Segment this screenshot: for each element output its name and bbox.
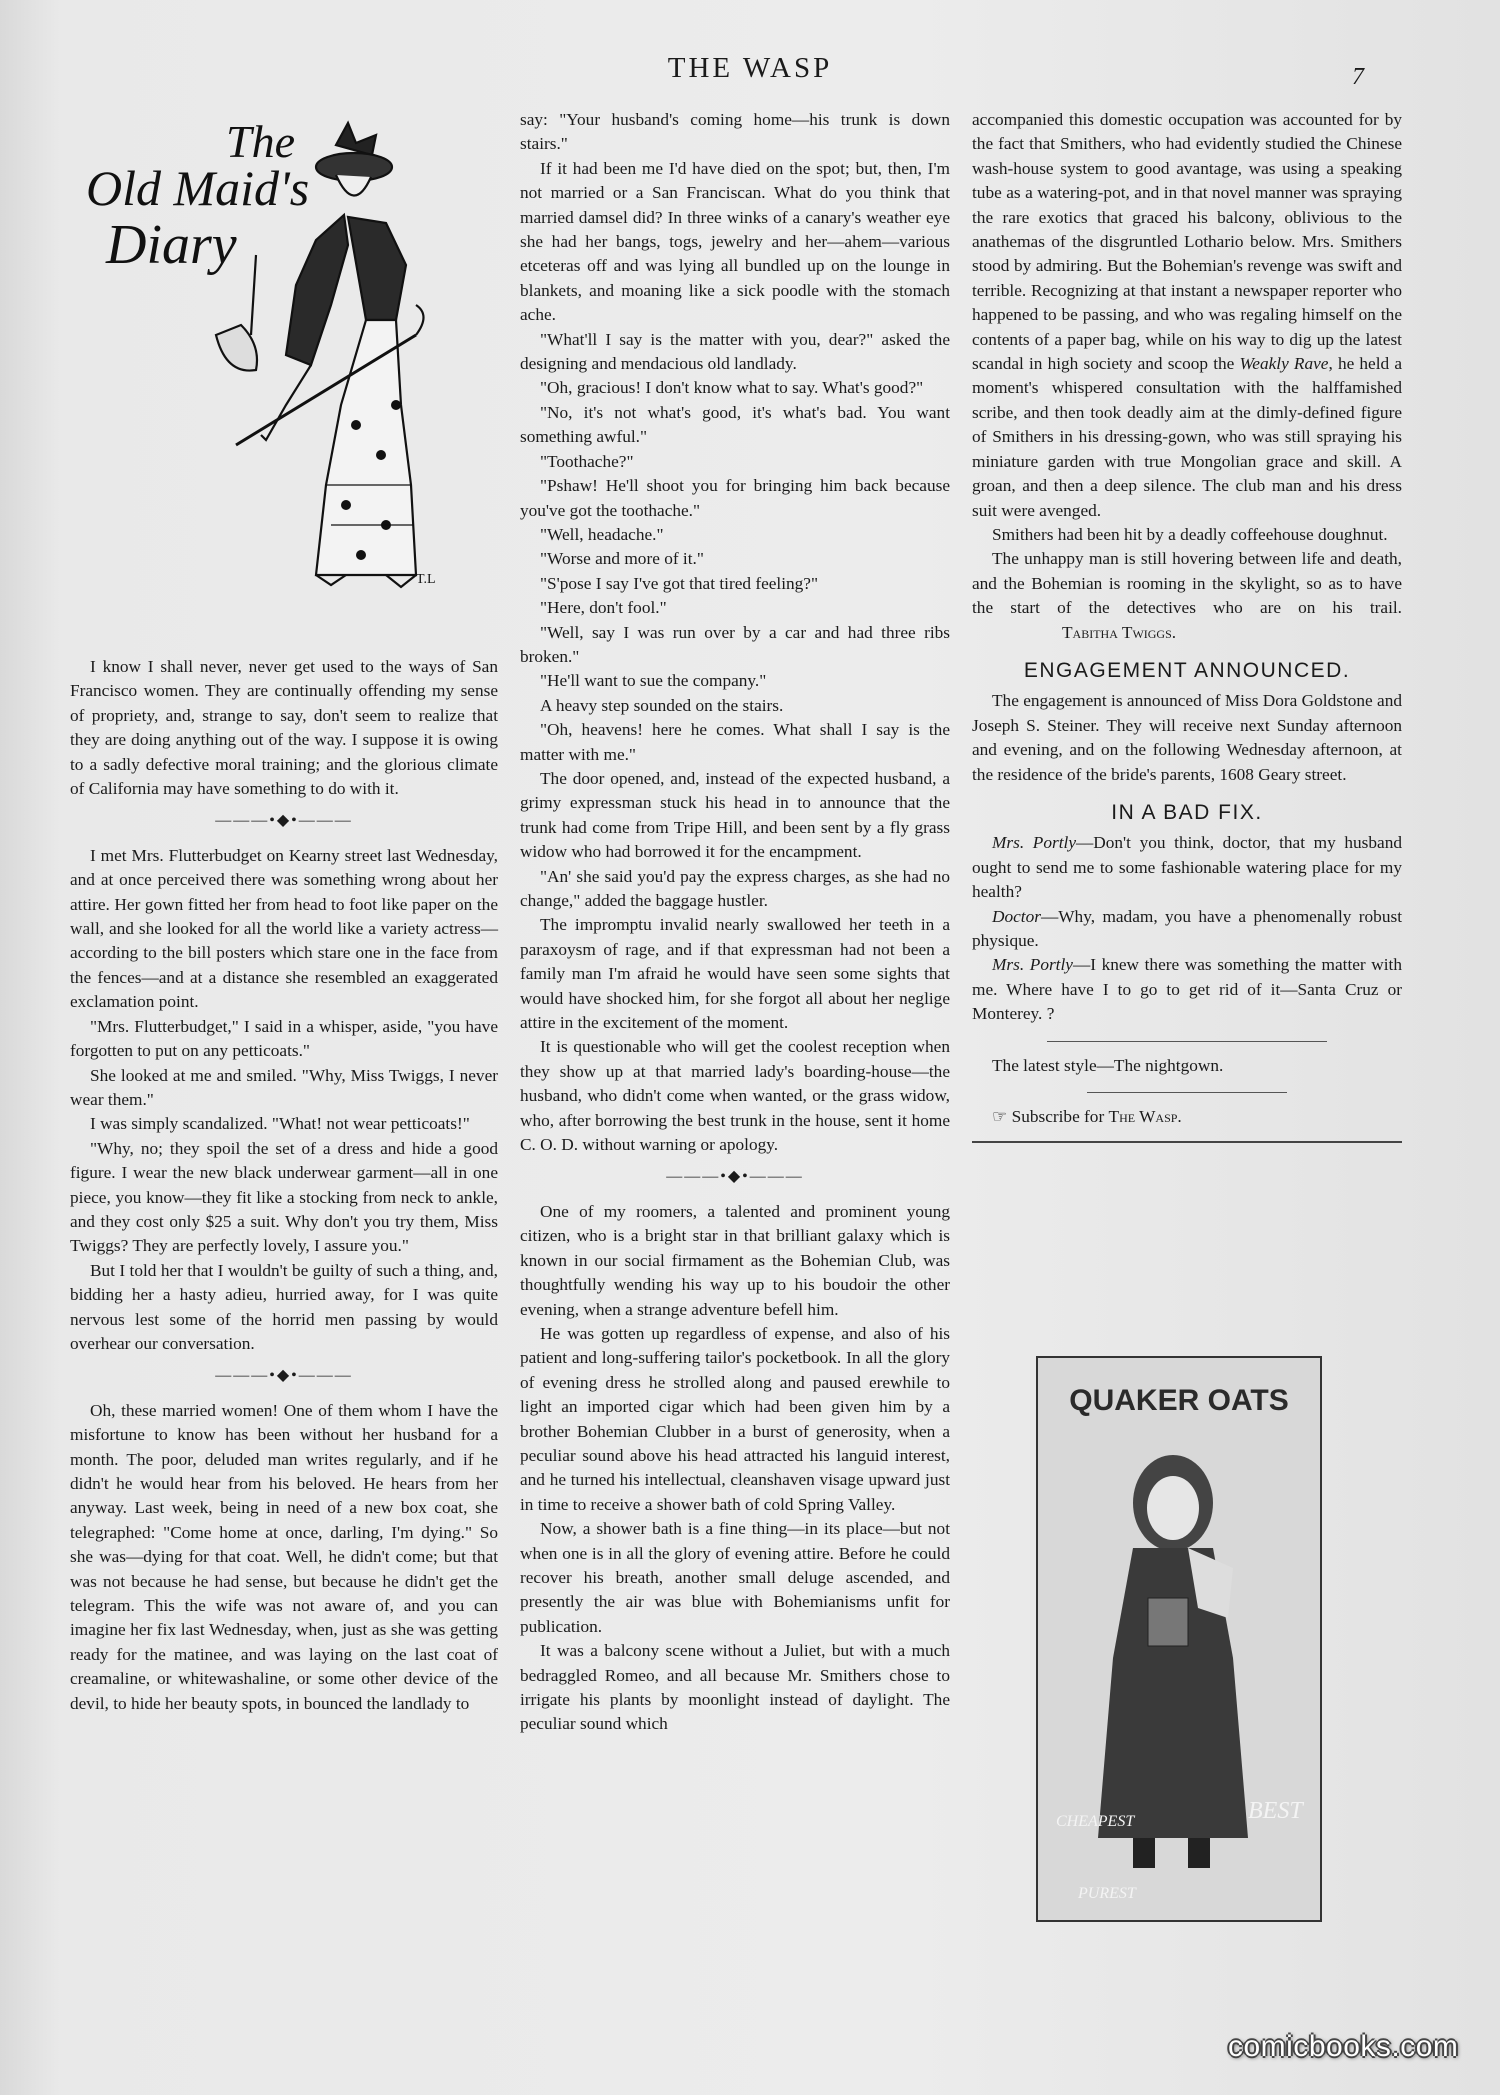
- engagement-heading: ENGAGEMENT ANNOUNCED.: [1023, 658, 1351, 682]
- diary-paragraph: Now, a shower bath is a fine thing—in its place—but not when one is in all the glory of evening attire. Before he could recover his breath, another small deluge ascended, and presently the air was blue with Bohemianisms unfit for publication.: [520, 1519, 950, 1636]
- quaker-oats-ad-art: [1038, 1358, 1320, 1920]
- diary-paragraph: "No, it's not what's good, it's what's bad. You want something awful.": [520, 402, 950, 447]
- column-3: [972, 108, 1402, 1155]
- diary-paragraph: "Well, say I was run over by a car and had three ribs broken.": [520, 622, 950, 666]
- section-ornament: ———•◆•———: [215, 812, 353, 830]
- oats-box: [1148, 1598, 1188, 1646]
- pointing-hand-icon: ☞: [992, 1107, 1008, 1127]
- ad-word-purest: PUREST: [1078, 1885, 1136, 1902]
- ad-title: QUAKER OATS: [1069, 1384, 1289, 1417]
- diary-paragraph: "Toothache?": [540, 451, 634, 471]
- quaker-oats-advertisement: [1036, 1356, 1322, 1922]
- section-ornament: ———•◆•———: [215, 1367, 353, 1385]
- diary-paragraph: One of my roomers, a talented and prominent young citizen, who is a bright star in that brilliant galaxy which is known in our social firmament as the Bohemian Club, was thoughtfully wending his way up to his boudoir the other evening, when a strange adventure befell him.: [520, 1201, 950, 1319]
- diary-paragraph: A heavy step sounded on the stairs.: [540, 695, 784, 715]
- masthead-title: THE WASP: [667, 52, 833, 84]
- old-maid-illustration: [86, 105, 486, 635]
- diary-paragraph: accompanied this domestic occupation was accounted for by the fact that Smithers, who had evidently studied the Chinese wash-house system to good avantage, was using a speaking tube as a watering-pot, and in that novel manner was spraying the rare exotics that graced his balcony, oblivious to the anathemas of the disgruntled Lothario below. Mrs. Smithers stood by admiring. But the Bohemian's revenge was swift and terrible. Recognizing at that instant a newspaper reporter who happened to be passing, and who was regaling himself on the contents of a paper bag, while on his way to dig up the latest scandal in high society and scoop the Weakly Rave, he held a moment's whispered consultation with the halffamished scribe, and then took deadly aim at the dimly-defined figure of Smithers in his dressing-gown, who was still spraying his miniature garden with true Mongolian grace and skill. A groan, and then a deep silence. The club man and his dress suit were avenged.: [972, 110, 1403, 520]
- diary-paragraph: It is questionable who will get the coolest reception when they show up at that married lady's boarding-house—the husband, who didn't come when wanted, or the grass widow, who, after borrowing the best trunk in the house, sent it home C. O. D. without warning or apology.: [520, 1037, 950, 1155]
- ad-word-best: BEST: [1248, 1798, 1303, 1824]
- diary-paragraph: He was gotten up regardless of expense, and also of his patient and long-suffering tailor's pocketbook. In all the glory of evening dress he strolled along and paused erewhile to light an imported cigar which had been given him by a brother Bohemian Clubber in a burst of generosity, when a peculiar sound above his head attracted his languid interest, and he turned his intellectual, cleanshaven visage upward just in time to receive a shower bath of cold Spring Valley.: [520, 1323, 950, 1514]
- divider-rule: [972, 1141, 1402, 1143]
- bad-fix-heading: IN A BAD FIX.: [1111, 800, 1263, 824]
- diary-paragraph: She looked at me and smiled. "Why, Miss Twiggs, I never wear them.": [70, 1065, 498, 1109]
- bad-fix-line: Mrs. Portly—I knew there was something the matter with me. Where have I to go to get rid of it—Santa Cruz or Monterey. ?: [972, 955, 1402, 1024]
- diary-paragraph: "An' she said you'd pay the express charges, as she had no change," added the baggage hustler.: [520, 866, 950, 910]
- divider-rule: [1087, 1092, 1287, 1093]
- diary-paragraph: say: "Your husband's coming home—his trunk is down stairs.": [520, 110, 950, 154]
- diary-paragraph: If it had been me I'd have died on the spot; but, then, I'm not married or a San Franciscan. What do you think that married damsel did? In three winks of a canary's weather eye she had her bangs, togs, jewelry and her—ahem—various etceteras off and was lying all bundled up on the lounge in blankets, and moaning like a sick poodle with the stomach ache.: [520, 158, 950, 325]
- diary-paragraph: The unhappy man is still hovering between life and death, and the Bohemian is rooming in the skylight, so as to have the start of the detectives who are on his trail. Tabitha Twiggs.: [972, 549, 1402, 642]
- diary-paragraph: The impromptu invalid nearly swallowed her teeth in a paraxoysm of rage, and if that expressman had not been a family man I'm afraid he would have seen some sights that would have shocked him, for she forgot all about her neglige attire in the excitement of the moment.: [520, 915, 950, 1033]
- page-number: 7: [1352, 64, 1364, 90]
- engagement-text: The engagement is announced of Miss Dora Goldstone and Joseph S. Steiner. They will receive next Sunday afternoon and evening, and on the following Wednesday afternoon, at the residence of the bride's parents, 1608 Geary street.: [972, 691, 1402, 784]
- divider-rule: [1047, 1041, 1327, 1042]
- bad-fix-line: Doctor—Why, madam, you have a phenomenally robust physique.: [972, 906, 1402, 950]
- diary-paragraph: "Mrs. Flutterbudget," I said in a whisper, aside, "you have forgotten to put on any petticoats.": [70, 1016, 498, 1061]
- diary-title-the: The: [226, 116, 295, 167]
- diary-paragraph: It was a balcony scene without a Juliet, but with a much bedraggled Romeo, and all because Mr. Smithers chose to irrigate his plants by moonlight instead of daylight. The peculiar sound which: [520, 1641, 950, 1734]
- diary-paragraph: The door opened, and, instead of the expected husband, a grimy expressman stuck his head in to announce that the trunk had come from Tripe Hill, and been sent by a fly grass widow who had borrowed it for the encampment.: [520, 768, 950, 862]
- diary-paragraph: "Oh, gracious! I don't know what to say. What's good?": [540, 378, 924, 398]
- ad-word-cheapest: CHEAPEST: [1056, 1813, 1135, 1830]
- subscribe-line: ☞ Subscribe for The Wasp.: [992, 1107, 1182, 1127]
- diary-paragraph: "What'll I say is the matter with you, dear?" asked the designing and mendacious old landlady.: [520, 329, 950, 374]
- diary-paragraph: "Pshaw! He'll shoot you for bringing him back because you've got the toothache.": [520, 476, 950, 520]
- section-ornament: ———•◆•———: [666, 1168, 804, 1186]
- diary-paragraph: I was simply scandalized. "What! not wear petticoats!": [90, 1114, 470, 1134]
- diary-title-diary: Diary: [106, 214, 237, 276]
- diary-paragraph: "Why, no; they spoil the set of a dress and hide a good figure. I wear the new black underwear garment—all in one piece, you know—they fit like a stocking from neck to ankle, and they cost only $25 a suit. Why don't you try them, Miss Twiggs? They are perfectly lovely, I assure you.": [70, 1138, 498, 1256]
- column-1: [70, 655, 498, 1716]
- column-2: [520, 108, 950, 1737]
- diary-paragraph: "Worse and more of it.": [540, 549, 704, 569]
- diary-paragraph: "Here, don't fool.": [540, 598, 667, 618]
- diary-paragraph: "Well, headache.": [540, 524, 664, 544]
- bad-fix-line: Mrs. Portly—Don't you think, doctor, that my husband ought to send me to some fashionable watering place for my health?: [972, 833, 1402, 902]
- diary-paragraph: Oh, these married women! One of them whom I have the misfortune to know has been without her husband for a month. The poor, deluded man writes regularly, and if he didn't he would hear from his beloved. He hears from her anyway. Last week, being in need of a new box coat, she telegraphed: "Come home at once, darling, I'm dying." So she was—dying for that coat. Well, he didn't come; but that was not because he had sense, but because he didn't get the telegram. This the wife was not aware of, and you can imagine her fix last Wednesday, when, just as she was getting ready for the matinee, and was laying on the last coat of creamaline, or whitewashaline, or some other device of the devil, to hide her beauty spots, in bounced the landlady to: [70, 1400, 498, 1713]
- diary-paragraph: "S'pose I say I've got that tired feeling?": [540, 573, 819, 593]
- weakly-rave-title: Weakly Rave: [1239, 354, 1329, 374]
- diary-paragraph: "He'll want to sue the company.": [540, 671, 767, 691]
- signature: Tabitha Twiggs.: [1062, 622, 1177, 642]
- diary-paragraph: I know I shall never, never get used to the ways of San Francisco women. They are continually offending my sense of propriety, and, strange to say, don't seem to realize that they are doing anything out of the way. I suppose it is owing to a sadly defective moral training; and the glorious climate of California may have something to do with it.: [70, 657, 498, 799]
- latest-style-text: The latest style—The nightgown.: [992, 1055, 1224, 1075]
- diary-paragraph: I met Mrs. Flutterbudget on Kearny street last Wednesday, and at once perceived there was something wrong about her attire. Her gown fitted her from head to foot like paper on the wall, and she looked for all the world like a variety actress—according to the bill posters which stare one in the face from the fences—and at a distance she resembled an exaggerated exclamation point.: [70, 845, 498, 1012]
- watermark: comicbooks.com: [1228, 2030, 1459, 2063]
- diary-paragraph: But I told her that I wouldn't be guilty of such a thing, and, bidding her a hasty adieu, hurried away, for I was quite nervous lest some of the horrid men passing by would overhear our conversation.: [70, 1260, 498, 1353]
- diary-paragraph: Smithers had been hit by a deadly coffeehouse doughnut.: [992, 524, 1388, 544]
- diary-paragraph: "Oh, heavens! here he comes. What shall I say is the matter with me.": [520, 720, 950, 764]
- girl-face: [1147, 1476, 1199, 1540]
- diary-title-old-maids: Old Maid's: [86, 160, 310, 216]
- artist-initials: T.L: [416, 572, 436, 587]
